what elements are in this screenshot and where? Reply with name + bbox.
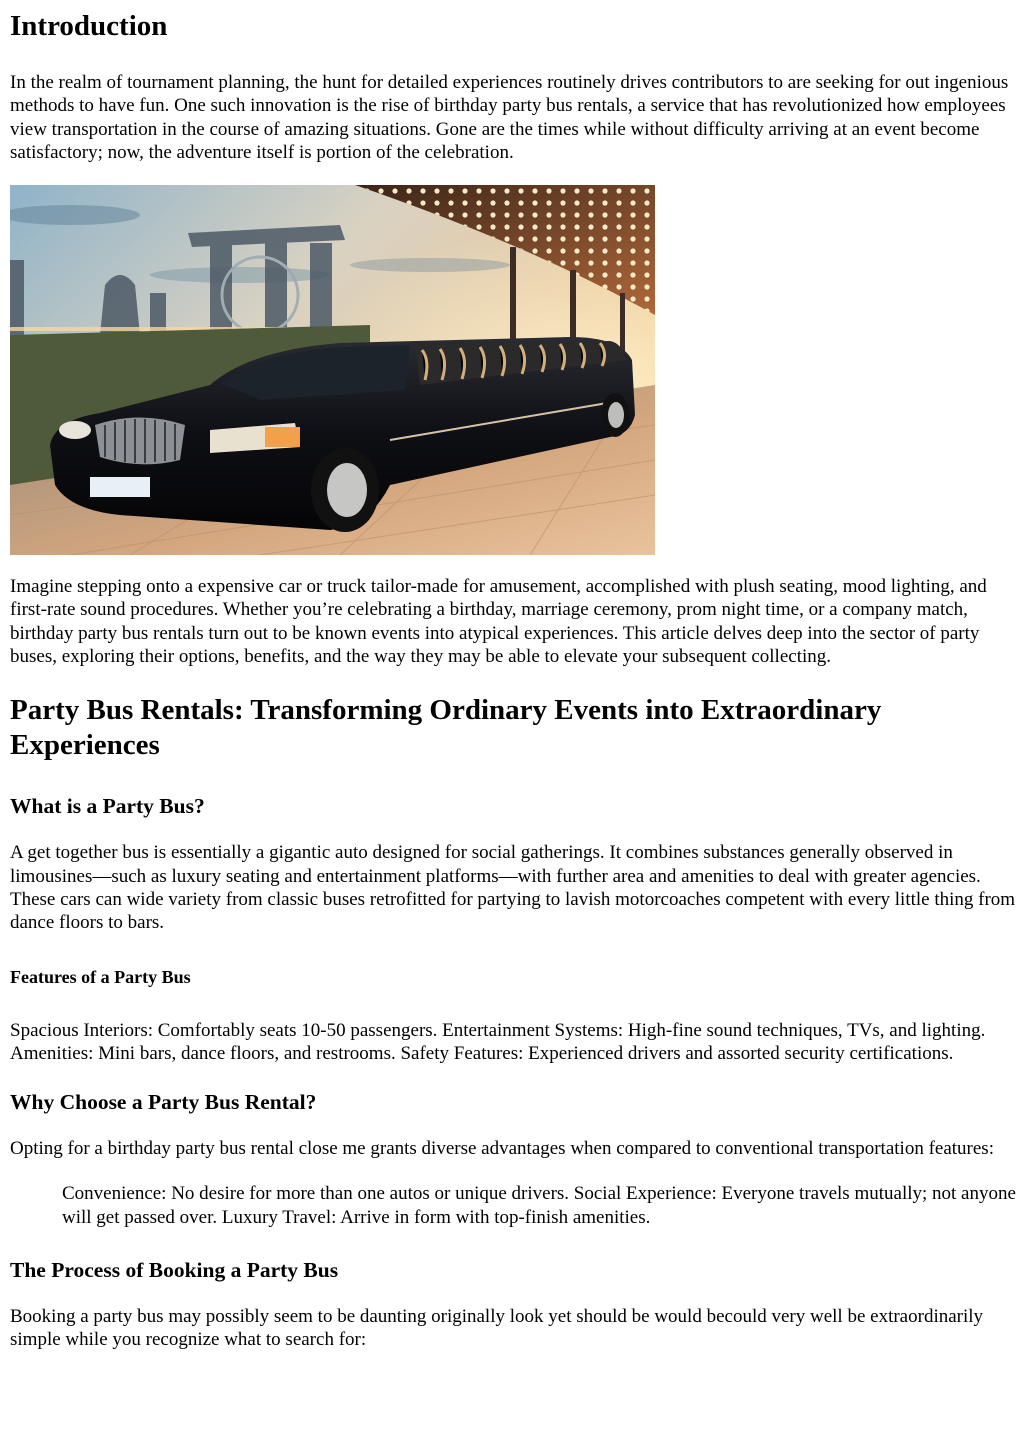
features-paragraph: Spacious Interiors: Comfortably seats 10-50 passengers. Entertainment Systems: High-fine sound techniques, TVs, and lighting. Amenities: Mini bars, dance floors, and restrooms. Safety Features: Experienced drivers and assorted security certifications. — [10, 1019, 986, 1064]
intro-paragraph: In the realm of tournament planning, the hunt for detailed experiences routinely drives contributors to are seeking for out ingenious methods to have fun. One such innovation is the rise of birthday party bus rentals, a service that has revolutionized how employees view transportation in the course of amazing situations. Gone are the times while without difficulty arriving at an event become satisfactory; now, the adventure itself is portion of the celebration. — [10, 72, 1009, 163]
main-heading: Party Bus Rentals: Transforming Ordinary Events into Extraordinary Experiences — [10, 694, 882, 762]
imagine-paragraph: Imagine stepping onto a expensive car or truck tailor-made for amusement, accomplished with plush seating, mood lighting, and first-rate sound procedures. Whether you’re celebrating a birthday, marriage ceremony, prom night time, or a company match, birthday party bus rentals turn out to be known events into atypical experiences. This article delves deep into the sector of party buses, exploring their options, benefits, and the way they may be able to elevate your subsequent collecting. — [10, 576, 987, 668]
process-paragraph: Booking a party bus may possibly seem to be daunting originally look yet should be would becould very well be extraordinarily simple while you recognize what to search for: — [10, 1306, 984, 1351]
article — [10, 0, 1016, 1352]
limousine-photo — [10, 185, 655, 555]
intro-heading: Introduction — [10, 10, 168, 42]
why-blockquote: Convenience: No desire for more than one autos or unique drivers. Social Experience: Everyone travels mutually; not anyone will get passed over. Luxury Travel: Arrive in form with top-finish amenities. — [62, 1183, 1016, 1228]
why-paragraph: Opting for a birthday party bus rental close me grants diverse advantages when compared to conventional transportation features: — [10, 1138, 994, 1160]
process-heading: The Process of Booking a Party Bus — [10, 1258, 339, 1283]
features-heading: Features of a Party Bus — [10, 966, 191, 987]
what-heading: What is a Party Bus? — [10, 794, 205, 819]
why-heading: Why Choose a Party Bus Rental? — [10, 1090, 317, 1115]
what-paragraph: A get together bus is essentially a gigantic auto designed for social gatherings. It combines substances generally observed in limousines—such as luxury seating and entertainment platforms—with further area and amenities to deal with greater agencies. These cars can wide variety from classic buses retrofitted for partying to lavish motorcoaches competent with every little thing from dance floors to bars. — [10, 842, 1016, 934]
